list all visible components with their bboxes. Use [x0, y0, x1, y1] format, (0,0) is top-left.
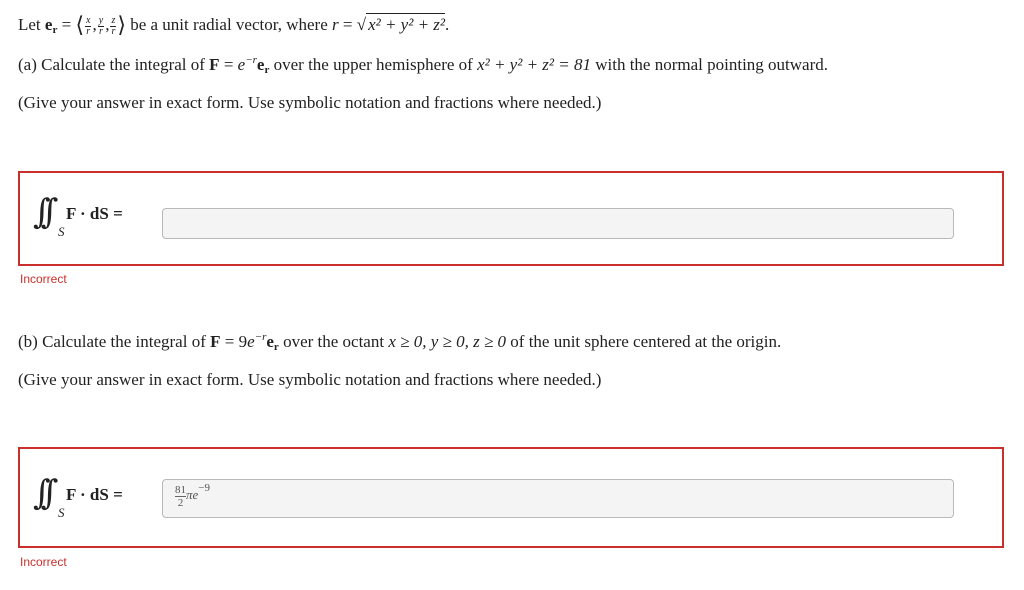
left-angle: ⟨ [75, 12, 85, 37]
surface-integral-b [33, 473, 163, 533]
answer-input-b[interactable] [162, 479, 954, 518]
answer-panel-b [18, 447, 1004, 548]
hint-a: (Give your answer in exact form. Use symbolic notation and fractions where needed.) [18, 93, 602, 112]
hint-b: (Give your answer in exact form. Use symbolic notation and fractions where needed.) [18, 370, 602, 389]
question-a: (a) Calculate the integral of $F = e^{-r}e_r$ over the upper hemisphere of x² + y² + z² = 81 with the normal pointing outward. [18, 54, 829, 76]
intro-statement: Let $e_r$ = ⟨ $\frac{x}{r}$ , $\frac{y}{r}$ , $\frac{z}{r}$ ⟩ be a unit radial vector, where r = √ x² + y² + z². [18, 12, 450, 37]
answer-expression-b [175, 482, 210, 509]
question-b-prefix: (b) Calculate the integral of [18, 332, 211, 351]
field-symbol-a: F [209, 55, 220, 74]
double-integral-sign: ∫∫ [33, 473, 49, 513]
sphere-equation: x² + y² + z² = 81 [477, 55, 591, 74]
question-b: (b) Calculate the integral of $F = 9e^{-r}e_r$ over the octant x ≥ 0, y ≥ 0, z ≥ 0 of the unit sphere centered at the origin. [18, 331, 782, 353]
er-symbol: $e_r$ [44, 15, 58, 36]
answer-body: πe [186, 487, 199, 502]
octant-condition: x ≥ 0, y ≥ 0, z ≥ 0 [388, 332, 507, 351]
status-incorrect-b: Incorrect [20, 555, 67, 569]
integral-subscript: S [58, 224, 65, 239]
answer-exponent: −9 [198, 482, 211, 494]
double-integral-sign: ∫∫ [33, 192, 49, 232]
field-expr-b: e [247, 332, 255, 351]
status-incorrect-a: Incorrect [20, 272, 67, 286]
sqrt-expression: √ x² + y² + z² [356, 15, 446, 34]
field-symbol-b: F [210, 332, 221, 351]
surface-integral-a [33, 192, 163, 252]
equals: = [57, 15, 76, 34]
r-variable: r [332, 15, 339, 34]
integral-label: F · dS = [66, 485, 123, 504]
intro-lead: Let [18, 15, 45, 34]
answer-fraction: $\frac{81}{2}$ [175, 483, 186, 509]
field-expr-a: e [237, 55, 246, 74]
frac-x: $\frac{x}{r}$ [86, 14, 91, 37]
answer-input-a[interactable] [162, 208, 954, 239]
question-a-prefix: (a) Calculate the integral of [18, 55, 210, 74]
integral-label: F · dS = [66, 204, 123, 223]
intro-mid: be a unit radial vector, where [125, 15, 332, 34]
frac-y: $\frac{y}{r}$ [98, 14, 104, 37]
right-angle: ⟩ [117, 12, 126, 37]
frac-z: $\frac{z}{r}$ [111, 14, 116, 37]
integral-subscript: S [58, 505, 65, 520]
answer-panel-a [18, 171, 1004, 266]
